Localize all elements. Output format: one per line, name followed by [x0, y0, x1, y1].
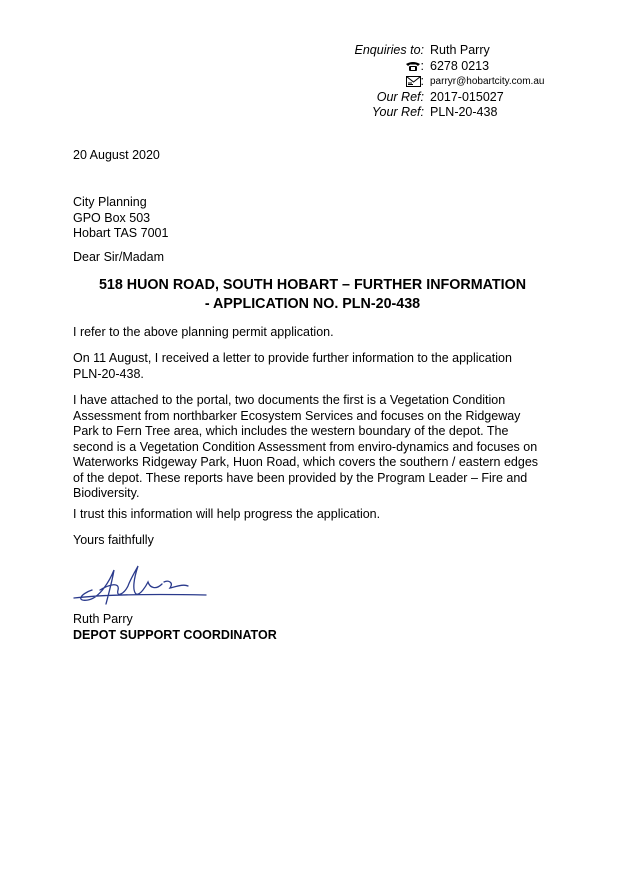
- subject-line-1: 518 HUON ROAD, SOUTH HOBART – FURTHER INFORMATION: [98, 277, 527, 293]
- our-ref-row: [340, 90, 610, 106]
- paragraph-3-line: I have attached to the portal, two documents the first is a Vegetation Condition: [73, 393, 506, 407]
- paragraph-3-line: of the depot. These reports have been provided by the Program Leader – Fire and: [73, 470, 528, 485]
- recipient-line-3: Hobart TAS 7001: [73, 226, 169, 240]
- your-ref-row: [340, 105, 610, 121]
- paragraph-1: I refer to the above planning permit application.: [73, 325, 334, 339]
- phone-number: 6278 0213: [430, 58, 490, 73]
- enquiries-name: Ruth Parry: [430, 43, 490, 57]
- paragraph-2-line-1: On 11 August, I received a letter to provide further information to the application: [73, 351, 512, 365]
- enquiries-label: Enquiries to:: [354, 43, 424, 57]
- reference-block: [340, 43, 610, 121]
- email-address[interactable]: parryr@hobartcity.com.au: [430, 76, 545, 87]
- email-icon: [406, 76, 421, 87]
- paragraph-3-line: second is a Vegetation Condition Assessment from enviro-dynamics and focuses on: [73, 439, 538, 454]
- salutation: Dear Sir/Madam: [73, 250, 164, 264]
- your-ref-label: Your Ref:: [371, 105, 424, 119]
- paragraph-3-line: Waterworks Ridgeway Park, Huon Road, which covers the southern / eastern edges: [73, 455, 539, 469]
- subject-line-2: - APPLICATION NO. PLN-20-438: [204, 296, 421, 312]
- enquiries-row: [340, 43, 610, 59]
- recipient-line-2: GPO Box 503: [73, 210, 151, 225]
- paragraph-2-line-2: PLN-20-438.: [73, 366, 144, 381]
- paragraph-4: I trust this information will help progress the application.: [73, 507, 381, 521]
- paragraph-3-line: Biodiversity.: [73, 486, 140, 500]
- paragraph-3-line: Park to Fern Tree area, which includes the western boundary of the depot. The: [73, 424, 509, 438]
- closing: Yours faithfully: [73, 533, 154, 547]
- your-ref-value: PLN-20-438: [430, 105, 498, 119]
- signatory-name: Ruth Parry: [73, 612, 133, 626]
- paragraph-3: [73, 393, 548, 502]
- recipient-line-1: City Planning: [73, 195, 147, 209]
- email-row: : parryr@hobartcity.com.au: [340, 74, 610, 90]
- signature-image: [70, 560, 210, 610]
- paragraph-3-line: Assessment from northbarker Ecosystem Services and focuses on the Ridgeway: [73, 408, 521, 423]
- signatory-title: DEPOT SUPPORT COORDINATOR: [73, 627, 277, 642]
- our-ref-value: 2017-015027: [430, 89, 504, 104]
- our-ref-label: Our Ref:: [376, 89, 424, 104]
- phone-row: : 6278 0213: [340, 59, 610, 75]
- phone-icon: [405, 61, 421, 72]
- letter-date: 20 August 2020: [73, 148, 160, 162]
